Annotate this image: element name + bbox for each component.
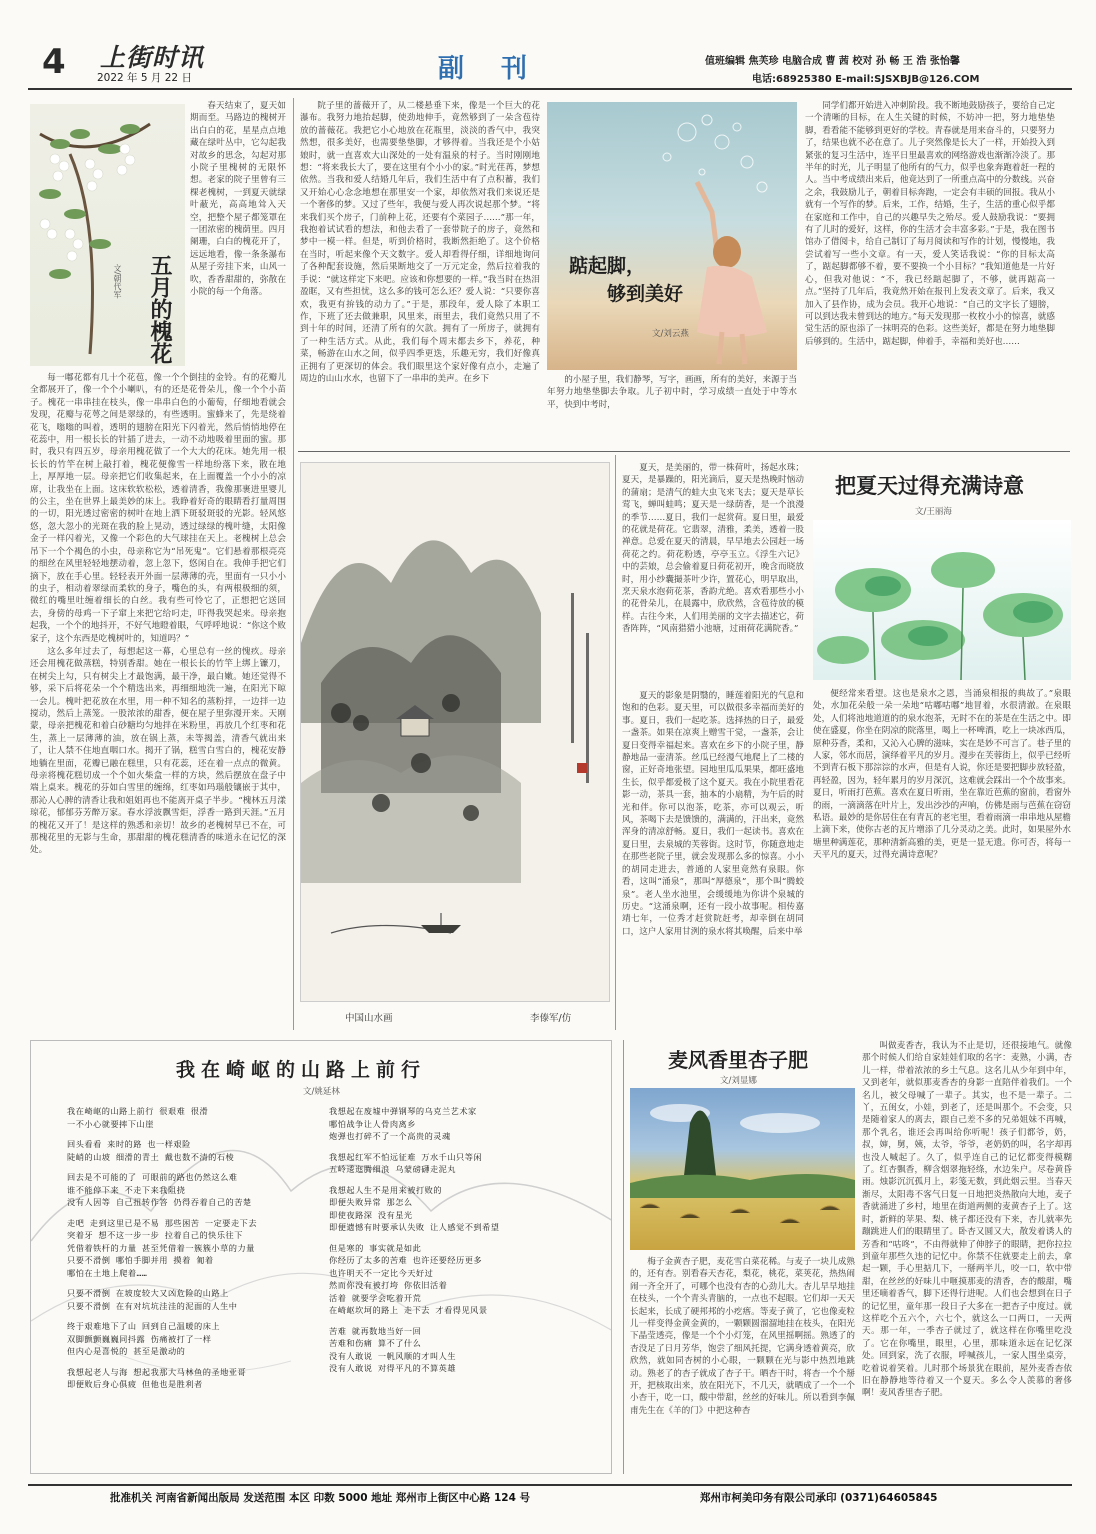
article3-byline: 文/王丽海 [915,507,952,517]
article1-title-line1: 五月的 [147,254,173,320]
column-divider [623,1040,624,1474]
poem-line: 我在崎岖的山路上前行 很艰难 很滑 [67,1106,209,1116]
poem-stanza [329,1105,599,1143]
footer-info: 批准机关 河南省新闻出版局 发送范围 本区 印数 5000 地址 郑州市上街区中心路 124 号 [110,1492,531,1504]
article4-text-col1 [630,1256,855,1476]
lotus-pond-painting [813,520,1071,680]
poem-line: 终于艰难地下了山 回到自己温暖的床上 [67,1321,221,1331]
poem-line: 苦难 就再数地当好一回 [329,1325,422,1336]
poem-column-left [67,1105,332,1399]
article3-text-col2 [813,688,1071,1026]
poem-line: 没有人因等 自己扭转作答 仍得吞着自己的苦楚 [67,1197,252,1207]
painting-author: 李傣军/仿 [530,1013,572,1024]
poem-line: 即便失败异常 那怎么 [329,1197,413,1207]
poem-line: 即便遗憾有时要承认失败 让人感觉不到希望 [329,1222,500,1232]
article1-paragraph: 这么多年过去了，每想起这一幕，心里总有一丝的愧疚。母亲还会用槐花做蒸糕，特别香甜。她在一根长长的竹竿上绑上镰刀，在树尖上勾，只有树尖上才最饱满，最干净，最白嫩。她还觉得不够，采下后将花朵一个个精选出来，再细细地洗一遍，在阳光下晾一会儿。槐叶把花放在水里，用一种不知名的蒸粉拌，一边拌一边搅动，然后上蒸笼。一股浓浓的甜香，便在屋子里弥漫开来。天刚蒙，母亲把槐花和着白砂糖均匀地拌在米粉里，再放几个红枣和花生，蒸上一层薄薄的油，放在锅上蒸，未等揭盖，清香气就出来了，让人禁不住地直咽口水。揭开了锅，糕雪白雪白的，槐花安静地躺在里面，花瓣已融在糕里，只有花蕊，还在着一点点的微黄。母亲将槐花糕切成一个个如火柴盒一样的方块，然后摆放在盘子中端上桌来。槐花的芬如白雪里的缠绵，红枣如玛瑙般镶嵌于其中，那沁人心脾的清香让我和姐姐再也不能离开桌子半步。“槐林五月漾琼花，郁郁芬芳醉万家。春水浮波飘雪炬，浮香一路到天涯。”五月的槐花又开了！是这样的熟悉和亲切！故乡的老槐树早已不在，可那槐花里的无影与生命，那甜甜的槐花糕清香的味道永在记忆的深处。 [30,646,286,856]
article3-title: 把夏天过得充满诗意 [835,474,1024,498]
article2-paragraph: 同学们都开始进入冲刺阶段。我不断地鼓励孩子，要给自己定一个清晰的目标，在人生关键的时候，不妨冲一把，努力地垫垫脚，看看能不能够到更好的学校。青春就是用来奋斗的，只要努力了，结果也就不必在意了。儿子突然像是长大了一样，开始投入到紧张的复习生活中，连平日里最喜欢的网络游戏也渐渐冷淡了。那半年的时光，儿子明显了他所有的气力，似乎也象奔跑着赶一程的人。当中考成绩出来后，他竟达到了一所重点高中的分数线。兴奋之余，我鼓励儿子，朝着目标奔跑，一定会有丰硕的回报。我从小就有一个写作的梦。后来，工作，结婚，生子，生活的重心似乎都在家庭和工作中，自己的兴趣早失之殆尽。爱人鼓励我说：“要拥有了儿时的爱好，这样，你的生活才会丰富多彩。”于是，我在图书馆办了借阅卡，给自己制订了每月阅读和写作的计划，慢慢地，我尝试着写一些小文章。有一天，爱人笑话我说：“你的目标太高了，踮起脚都够不着，要不要换一个小目标？”我知道他是一片好心，但我对他说：“不，我已经踮起脚了，不够，就再踮高一点。”坚持了几年后，我竟然开始在报刊上发表文章了。后来，我又加入了县作协，成为会员。我开心地说：“自己的文字长了翅膀，可以到达我未曾到达的地方。”每天发现那一枚枚小小的惊喜，就感觉生活的原也添了一抹明亮的色彩。这些美好，都是在努力地垫脚后够到的。生活中，踮起脚，伸着手，幸福和美好也…… [805,101,1055,347]
locust-flower-illustration [30,104,185,366]
lotus-leaf-icon [813,520,1071,680]
poem-line: 谁不能停下来 不走下来我阻挠 [67,1184,186,1195]
article2-paragraph: 院子里的蔷薇开了，从二楼悬垂下来，像是一个巨大的花瀑布。我努力地抬起脚，使劲地伸手，竟然够到了一朵含苞待放的蔷薇花。我把它小心地放在花瓶里，淡淡的香气中，我突然想，很多美好，也需要垫垫脚，才够得着。当我还是个小姑娘时，就一直喜欢大山深处的一处有温泉的村子。当时刚刚地想：“将来我长大了，要在这里有个小小的家。”时光荏苒，梦想依然。当我和爱人结婚几年后，我们生活中有了点积蓄，我们又开始心心念念地想在那里安一个家，却依然对我们来说还是一个奢侈的梦。又过了些年，我便与爱人再次说起那个梦。“将来我们买个房子，门前种上花，还要有个菜园子……”那一年，我抱着试试看的想法，和他去看了一套带院子的房子，竟然和梦中一模一样。但是，听到价格时，我断然拒绝了。这个价格在当时，听起来像个天文数字。爱人却看得仔细，详细地询问了各种配套设施，然后果断地交了一万元定金，然后拉着我的手说：“就这样定下来吧。应该和你想要的一样。”我当时在热泪盈眶，又有些担忧，这么多的钱可怎么还？爱人说：“只要你喜欢，我更有拚钱的动力了。”于是，那段年，爱人除了本职工作，下班了还去做兼职，风里来，雨里去，我们竟然只用了不到十年的时间，还清了所有的欠款。拥有了一所房子，就拥有了一种生活方式。从此，我们每个周末都去乡下，养花，种菜，畅游在山水之间，似乎四季更迭，乐趣无穷，我们好像真正拥有了更深切的体会。我们眼里这个家好像有点小，走遍了周边的山山水水，也留下了一串串的美声。在乡下 [300,101,540,384]
poem-column-right [329,1105,599,1383]
poem-line: 在崎岖坎坷的路上 走下去 才看得见风景 [329,1305,488,1315]
section-divider [298,451,1070,452]
mountain-landscape-icon [301,463,610,1002]
article3-paragraph: 夏天的影象是阴翳的，睡莲着阳光的气息和饱和的色彩。夏天里，可以做很多幸福而美好的事。夏日，我们一起吃茶。选择热的日子，最爱一盏茶。如果在凉爽上赠雪干觉，一盏茶，会让夏日变得幸福起来。喜欢在乡下的小院子里，静静地品一壶清茶。丝瓜已经漫气地爬上了二楼的窗，正好奇地张望。园地里瓜瓜果果，都旺盛地生长，似乎都爱极了这个夏天。我在小院里看花影一动，茶具一套，抽本的小扇精，为午后的时光和伴。你可以泡茶，吃茶，亦可以观云，听风，茶喝下去是馈馈的，满满的，汗出来，竟然浑身的清凉舒畅。夏日，我们一起读书。喜欢在夏日里，去泉城的芙蓉街。这时节，你随意地走在那些老院子里，就会发现那么多的惊喜。小小的胡同走进去，普通的人家里竟然有泉眼。你看，这叫“涌泉”，那叫“厚德泉”，那个叫“腾蛟泉”。老人坐水池里，会缓缓地为你讲个泉城的历史。“这涌泉啊，还有一段小故事呢。相传嘉靖七年，一位秀才赶赏院赶考，却幸倒在胡同口，这户人家用甘洌的泉水将其唤醒，后来中举 [622,691,804,937]
article1-title-line2: 槐花 [147,320,173,364]
poem-stanza [67,1366,332,1391]
poem-line: 即使夜路深 没有星光 [329,1209,413,1220]
poem-line: 活着 就要学会吃着开荒 [329,1292,422,1303]
poem-line: 陡峭的山坡 细滑的青土 戴也数不清的石棱 [67,1151,235,1162]
poem-line: 我想起人生不是用来被打败的 [329,1184,442,1195]
page-number: 4 [42,42,66,82]
poem-line: 我想起红军不怕远征难 万水千山只等闲 [329,1151,483,1162]
poem-stanza [67,1138,332,1163]
poem-line: 一不小心就要摔下山崖 [67,1118,154,1129]
poem-line: 没有人敢说 对得平凡的不算英雄 [329,1363,457,1373]
paper-name: 上街时讯 [100,43,205,72]
poem-stanza [67,1171,332,1209]
poem-stanza [67,1217,332,1280]
poem-line: 回头看看 来时的路 也一样艰险 [67,1139,191,1149]
poem-line: 你经历了太多的苦难 也许还要经历更多 [329,1255,483,1265]
poem-line: 即便败后身心俱疲 但他也是胜利者 [67,1379,203,1389]
poem-line: 五岭逶迤腾细浪 乌蒙磅礴走泥丸 [329,1164,457,1174]
article1-text-main [30,372,286,1030]
article2-title-line1: 踮起脚， [569,255,646,277]
poem-line: 只要不滑倒 在坡度较大又凶危险的山路上 [67,1288,229,1298]
poem-line: 突着牙 想不这一步一步 拉着自己的快乐往下 [67,1230,243,1240]
poem-stanza [329,1184,599,1234]
poem-line: 哪怕战争让人骨肉离乡 [329,1118,416,1129]
header-rule [28,88,1072,90]
poem-stanza [67,1320,332,1358]
poem-stanza [329,1151,599,1176]
poem-line: 双脚颤颤巍巍同抖露 伤痛被打了一样 [67,1333,212,1344]
poem-byline: 文/姚延林 [303,1087,340,1097]
editors-credit: 值班编辑 焦芙珍 电脑合成 曹 茜 校对 孙 畅 王 浩 张怡馨 [705,56,960,67]
article4-byline: 文/刘显娜 [720,1076,757,1086]
issue-date: 2022 年 5 月 22 日 [97,72,192,84]
column-divider [293,98,294,1030]
wheat-field-painting [630,1088,855,1250]
poem-line: 回去是不可能的了 可眼前的路也仍然这么难 [67,1172,238,1182]
article2-title-line2: 够到美好 [607,283,684,305]
column-divider [615,455,616,1030]
poem-block [30,1040,612,1474]
poem-line: 只要不滑倒 哪怕手脚并用 摸着 匍着 [67,1255,214,1265]
article2-text-col [300,100,540,440]
poem-stanza [67,1105,332,1130]
article3-text-col1 [622,462,804,690]
article4-paragraph: 梅子金黄杏子肥，麦花雪白菜花稀。与麦子一块儿成熟的，还有杏。别看春天杏花，梨花，桃花，菜荚花，热热闹闹一齐全开了，可哪个也没有杏的心劲儿大。杏儿早早地挂在枝头，一个个青头青脑的，一点也不起眼。它们却一天天长起来，长成了硬邦邦的小疙瘩。等麦子黄了，它也像麦粒儿一样变得金黄金黄的，一颗颗圆溜溜地挂在枝头，在阳光下晶莹透亮，像是一个个小灯笼，在风里摇啊摇。熟透了的杏没足了日月芳华，饱尝了细风托提，它满身透着黄亮，欣欣然，就如同杏树的小心眼，一颗颗在光与影中热烈地跳动。熟老了的杏子就成了杏子干。晒杏干时，将杏一个个掰开，把核取出来，放在阳光下，不几天，就晒成了一个一个小杏干，吃一口，酸中带甜，丝丝的好味儿。所以看到李佩甫先生在《羊的门》中把这种杏 [630,1257,855,1416]
article2-text-col3 [805,100,1055,440]
article2-byline: 文/刘云燕 [652,329,689,339]
cypress-wheat-icon [630,1088,855,1250]
poem-line: 走吧 走到这里已是不易 那些困苦 一定要走下去 [67,1217,258,1228]
poem-stanza [67,1287,332,1312]
article2-text-col2b [547,374,797,444]
footer-rule [28,1484,1072,1486]
article1-paragraph: 春天结束了，夏天如期而至。马路边的槐树开出白白的花，星星点点地藏在绿叶丛中，它勾起我对故乡的思念，勾起对那小院子里槐树的无限怀想。老家的院子里曾有三棵老槐树，一到夏天就绿叶蔽光，高高地耸入天空，把整个屋子都笼罩在一团浓密的槐荫里。四月阑珊，白白的槐花开了，远远地看，像一条条瀑布从屋子旁挂下来，山风一吹，香香甜甜的，弥散在小院的每一个角落。 [190,101,286,298]
footer-printer: 郑州市柯美印务有限公司承印 (0371)64605845 [700,1492,938,1504]
painting-title: 中国山水画 [345,1013,393,1024]
poem-line: 我想起老人与海 想起我那大马林鱼的圣地亚哥 [67,1366,247,1377]
contact-info: 电话:68925380 E-mail:SJSXBJB@126.COM [752,74,980,85]
article4-title: 麦风香里杏子肥 [668,1048,808,1072]
poem-line: 哪怕在土地上爬着…… [67,1267,148,1278]
poem-line: 凭借着铁杆的力量 甚至凭借着一簇簇小草的力量 [67,1242,255,1253]
article2-paragraph: 的小屋子里，我们静琴，写字，画画，所有的美好，来源于当年努力地垫垫脚去争取。儿子初中时，学习成绩一直处于中等水平，快到中考时， [547,375,797,410]
poem-stanza [329,1325,599,1375]
poem-line: 没有人敢说 一帆风顺的才叫人生 [329,1350,457,1361]
article3-paragraph: 便经常来看望。这也是泉水之恩，当涌泉相报的典故了。”泉眼处，水加花朵般一朵一朵地“咕嘟咕嘟”地冒着，水很清澈。在泉眼处，人们将池地道道的的泉水泡茶，无时不在的茶是在生活之中。即使在盛夏，你坐在阴凉的院落里，喝上一杯啤酒，吃上一块冰西瓜，原种芬香，柔和，又沁入心脾的滋味，实在是妙不可言了。巷子里的人家，邻水而居，演绎着平凡的岁月。漫步在芙蓉街上，似乎已经听不到青石板下那淙淙的水声，但是有人说，你还是要把脚步放轻盈，再轻盈，因为，轻年累月的岁月深沉，这难就会踩出一个个故事来。夏日，听雨打芭蕉。喜欢在夏日听雨，坐在靠近芭蕉的窗前，看窗外的雨，一滴滴落在叶片上，发出沙沙的声响，仿佛是雨与芭蕉在窃窃私语。最妙的是你居住在有青瓦的老宅里，看着雨滴一串串地从屋檐上滴下来，使你古老的瓦片增添了几分灵动之美。此时，如果屋外水塘里种满莲花，那种清新高雅的美，更是一显无遗。你可否，将每一天平凡的夏天，过得充满诗意呢？ [813,689,1071,861]
article1-text-intro [190,100,286,368]
article3-text-col1b [622,690,804,1030]
article1-byline: 文/朝代军 [113,264,122,299]
poem-line: 但是寒的 事实就是如此 [329,1242,422,1253]
poem-line: 只要不滑倒 在有对坑坑洼洼的泥面的人生中 [67,1300,238,1311]
article3-paragraph: 夏天，是美丽的，带一株荷叶，扬起水珠；夏天，是暴躁的，阳光滴后，夏天是热晚时恼动的蒲扇；是清气的蛙大虫飞来飞去；夏天是草长莺飞，蝉叫蛙鸣；夏天是一绿荫香，是一个浪漫的季节……夏日，我们一起赏荷。夏日里，最爱的花就是荷花。它翡翠，清雅，柔美，透着一股禅意。总爱在夏天的清晨，早早地去公园赶一场荷花之约。荷花粉透，亭亭玉立。《浮生六记》中的芸娘，总会偷着夏日荷花初开，晚含而晓放时，用小纱囊撮茶叶少许，置花心，明早取出，烹天泉水泡荷花茶，香韵尤绝。喜欢看那些小小的花骨朵儿，在晨露中，欣欣然，含苞待放的模样。古往今来，人们用美丽的文字去描述它，荷香阵阵，“风南猎猎小池塘，过雨荷花满院香。” [622,463,804,635]
article4-paragraph: 叫做麦香杏，我认为不止是切，还很接地气。就像那个时候人们给自家娃娃们取的名字：麦熟，小满，杏儿一样，带着浓浓的乡土气息。这名儿从少年到中年，又到老年，就似那麦香杏的身影一直陪伴着我们。一个名儿，被父母喊了一辈子。其实，也不是一辈子。二丫，五闺女，小娃，到老了，还是叫那个。不会变，只是随着家人的离去，跟自己差不多的兄弟姐妹不再喊，那个乳名，谁还会再叫给你听呢！孩子们都爷，奶，叔，婶，舅，姨，太爷，爷爷，老奶奶的叫，名字却再也没人喊起了。久了，似乎连自己的记忆都变得模糊了。红杏飘香，柳含烟翠拖轻绦，水边朱户。尽卷黄昏雨。烛影沉沉孤月上，彩笺无数，到此烟云里。当春天渐尽，太阳毒不客气日复一日地把炎热散向大地，麦子香就涌进了乡村，地里在街道两侧的麦黄杏子上了。这时，新鲜的苹果、梨、桃子都还没有下来，杏儿就率先蹦跳进人们的眼睛里了。卧杏又圆又大，散发着诱人的芳香和“咕咚”，不由得就伸了伸脖子的眼睛，把你拉拉到童年那些久违的记忆中。你禁不住就要走上前去，拿起一颗，手心里掂几下，一掰两半儿，咬一口，软中带甜，在丝丝的好味儿中咂摸那麦的清香，杏的酸甜，嘴里还嘀着香气，脚下还得行进呢。人们也会想到在日子的记忆里，童年那一段日子大多在一把杏子中度过。就这样吃个五六个，六七个，就这么一口两口，一天两天。那一年，一季杏子就过了，就这样在你嘴里吃没了。它在你嘴里，眼里，心里，那味道永远在记忆深处。回到家，洗了衣服，呼喊孩儿，一家人围坐桌旁，吃着说着笑着。儿时那个场景犹在眼前，屋外麦香杏依旧在静静地等待着又一个夏天。多么令人羡慕的奢侈啊！麦风香里杏子肥。 [862,1041,1072,1399]
section-title: 副 刊 [438,54,542,84]
masthead [42,42,66,82]
article1-title [147,254,173,364]
landscape-painting [300,462,610,1002]
tiptoe-girl-photo [547,102,797,370]
poem-line: 炮弹也打碎不了一个高贵的灵魂 [329,1131,451,1141]
poem-line: 苦难和伤痛 算不了什么 [329,1338,422,1348]
article2-title [569,252,683,308]
poem-line: 然而你没有被打垮 你依旧活着 [329,1280,448,1290]
poem-stanza [329,1242,599,1317]
poem-title: 我在崎岖的山路上前行 [176,1059,427,1081]
article1-paragraph: 每一嘟花都有几十个花苞，像一个个倒挂的金铃。有的花瓣儿全都展开了，像一个个小喇叭，有的还是花骨朵儿，像一个个小苗子。槐花一串串挂在枝头，像一串串白色的小葡萄，仔细地看就会发现，花瓣与花萼之间是翠绿的，有些透明。蜜蜂来了，先是绕着花飞，嗡嗡的叫着，透明的翅膀在阳光下闪着光，然后悄悄地停在花蕊中，用一根长长的针插了进去，一动不动地吸着里面的蜜。那时，我只有四五岁，母亲用槐花做了一个大大的花床。她先用一根长长的竹竿在树上敲打着，槐花便像雪一样地纷落下来，散在地上，厚厚地一层。母亲把它们收集起来，在上面覆盖一个小小的凉席，让我坐在上面。这床软软松松，透着清香，我像那裹进里婴儿的公主，坐在世界上最美妙的床上。我睁着好奇的眼睛看打量周围的一切，阳光透过密密的树叶在地上洒下斑驳斑驳的光影。轻风悠悠，忽大忽小的光斑在我的脸上晃动，透过绿绿的槐叶缝，太阳像金子一样闪着光，又像一个彩色的大气球挂在天上。老槐树上总会吊下一个个褐色的小虫，母亲称它为“吊死鬼”。它们悬着那根亮亮的细丝在风里轻轻地摆动着，忽上忽下，悠闲自在。我伸手把它们摘下，放在手心里。轻轻表开外面一层薄薄的壳，里面有一只小小的虫子，相动着翠绿而柔软的身子，嘴色的头，有两根极细的须，微红的嘴里吐缠着细长的白丝。我有些可怜它了，正想把它送回去，身傍的母鸡一下子窜上来把它给叼走，吓得我哭起来。母亲抱起我，一个个的地抖开，不好气地瞪着眼，气呼呼地说：“你这个败家子，这个东西是吃槐树叶的，知道吗？” [30,373,286,644]
article4-text-col2 [862,1040,1072,1476]
poem-line: 我想起在废墟中弹钢琴的乌克兰艺术家 [329,1106,477,1116]
poem-line: 但内心是喜悦的 甚至是激动的 [67,1346,186,1356]
poem-line: 也许明天不一定比今天好过 [329,1267,434,1278]
